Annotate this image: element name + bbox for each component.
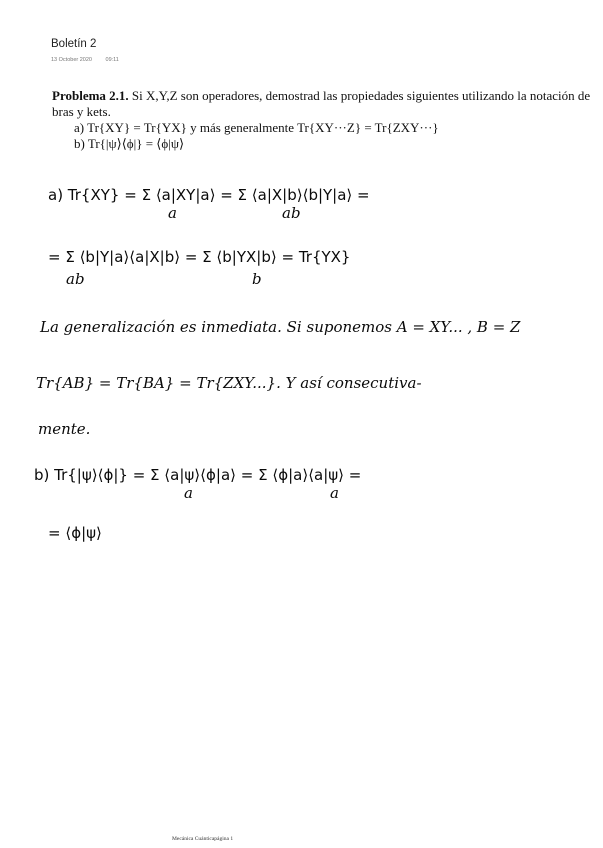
hw-line-6-sub-a1: a: [184, 484, 193, 502]
hw-line-5: mente.: [38, 420, 91, 438]
problem-heading: Problema 2.1.: [52, 88, 129, 103]
hw-line-2: = Σ ⟨b|Y|a⟩⟨a|X|b⟩ = Σ ⟨b|YX|b⟩ = Tr{YX}: [48, 248, 351, 266]
page-date: 13 October 2020: [51, 57, 92, 63]
page-title: Boletín 2: [51, 38, 97, 50]
problem-statement: [52, 88, 600, 152]
hw-line-2-sub-ab: ab: [66, 270, 85, 288]
page-time: 09:11: [105, 57, 119, 63]
hw-line-4: Tr{AB} = Tr{BA} = Tr{ZXY...}. Y así consecutiva-: [36, 374, 422, 392]
problem-item-b: b) Tr{|ψ⟩⟨ϕ|} = ⟨ϕ|ψ⟩: [74, 136, 185, 151]
hw-line-7: = ⟨ϕ|ψ⟩: [48, 524, 102, 542]
hw-line-3: La generalización es inmediata. Si suponemos A = XY... , B = Z: [40, 318, 521, 336]
hw-line-2-sub-b: b: [252, 270, 262, 288]
hw-line-6-sub-a2: a: [330, 484, 339, 502]
problem-text: Si X,Y,Z son operadores, demostrad las propiedades siguientes utilizando la notación de bras y kets.: [52, 88, 591, 119]
hw-line-1-sub-ab: ab: [282, 204, 301, 222]
page-metadata: [51, 57, 131, 63]
handwritten-solution: [0, 160, 603, 560]
page-footer: Mecánica Cuánticapágina 1: [172, 836, 234, 842]
hw-line-6: b) Tr{|ψ⟩⟨ϕ|} = Σ ⟨a|ψ⟩⟨ϕ|a⟩ = Σ ⟨ϕ|a⟩⟨a|ψ⟩ =: [34, 466, 362, 484]
hw-line-1: a) Tr{XY} = Σ ⟨a|XY|a⟩ = Σ ⟨a|X|b⟩⟨b|Y|a⟩ =: [48, 186, 370, 204]
hw-line-1-sub-a: a: [168, 204, 177, 222]
problem-item-a: a) Tr{XY} = Tr{YX} y más generalmente Tr{XY···Z} = Tr{ZXY···}: [74, 120, 439, 135]
